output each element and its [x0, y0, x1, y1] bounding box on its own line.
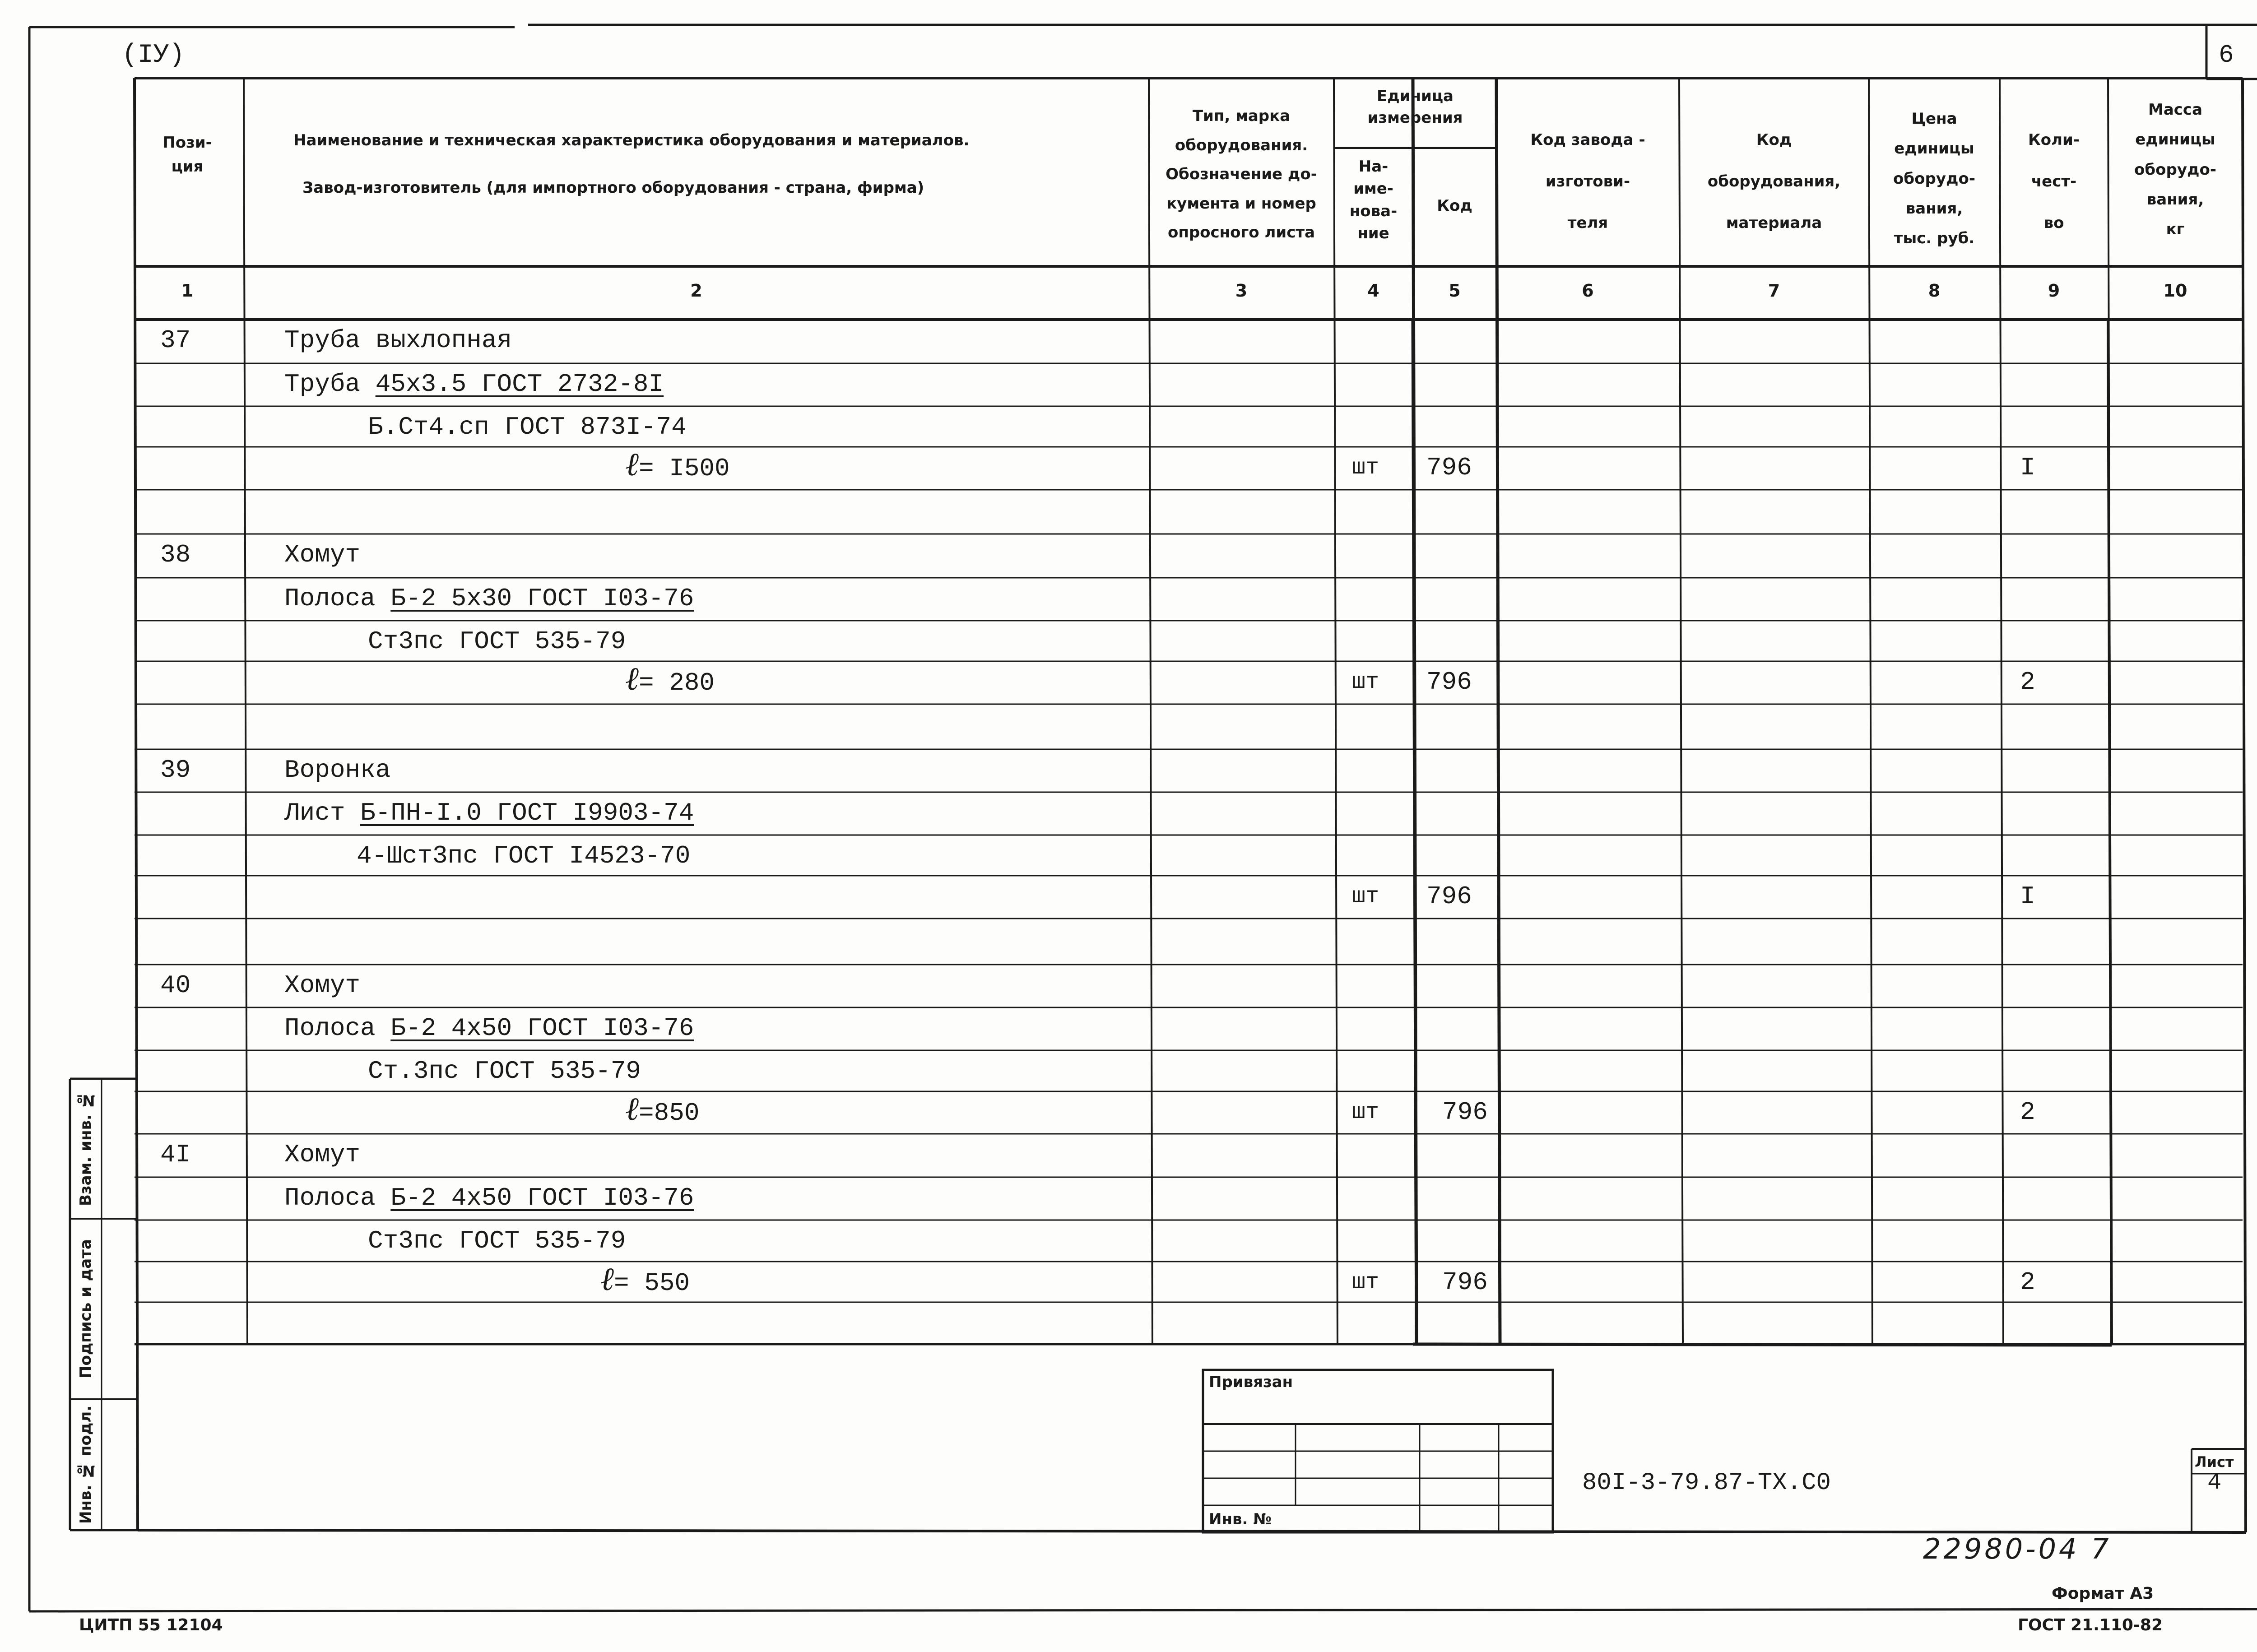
row-material-kind: Полоса	[284, 1014, 391, 1043]
row-material-standard: Б-2 4x50 ГОСТ I03-76	[390, 1014, 694, 1043]
table-row	[135, 661, 2243, 704]
column-number-7: 7	[1768, 281, 1780, 301]
row-unit-name: шт	[1352, 669, 1379, 695]
header-name-line1: Наименование и техническая характеристика оборудования и материалов.	[293, 131, 970, 149]
length-symbol: ℓ	[600, 1260, 614, 1298]
row-material-kind: Труба	[284, 370, 376, 399]
row-quantity: I	[2020, 453, 2035, 482]
row-unit-code: 796	[1442, 1268, 1488, 1297]
row-item-name: Труба выхлопная	[284, 326, 512, 355]
row-material-spec	[284, 584, 694, 613]
row-material-spec	[284, 798, 694, 827]
header-unit-group: Единица измерения	[1367, 87, 1463, 127]
column-number-2: 2	[690, 281, 702, 301]
length-value: = 280	[639, 668, 715, 697]
row-unit-name: шт	[1352, 884, 1379, 910]
row-steel-grade: Б.Ст4.сп ГОСТ 873I-74	[368, 413, 687, 441]
row-material-standard: 45x3.5 ГОСТ 2732-8I	[375, 370, 664, 399]
header-unit-code: Код	[1437, 197, 1472, 215]
handwritten-number: 22980-04 7	[1923, 1532, 2112, 1565]
title-inv-no: Инв. №	[1209, 1510, 1272, 1528]
column-number-5: 5	[1449, 281, 1461, 301]
row-position: 38	[160, 540, 191, 569]
row-item-name: Хомут	[284, 1140, 361, 1169]
title-list-label: Лист	[2195, 1453, 2234, 1471]
length-value: =850	[639, 1099, 700, 1128]
row-unit-name: шт	[1352, 1100, 1379, 1125]
header-quantity: Коли- чест- во	[2028, 131, 2080, 232]
row-material-kind: Лист	[284, 798, 361, 827]
row-item-name: Хомут	[284, 971, 361, 1000]
column-number-10: 10	[2163, 281, 2187, 301]
document-designation: 80I-3-79.87-ТХ.С0	[1582, 1469, 1831, 1497]
header-price: Цена единицы оборудо- вания, тыс. руб.	[1893, 110, 1975, 248]
header-unit-name: На- име- нова- ние	[1349, 158, 1398, 242]
row-steel-grade: Ст.3пс ГОСТ 535-79	[368, 1057, 641, 1086]
side-stamp-vzam: Взам. инв. №	[77, 1091, 95, 1207]
row-length	[600, 1260, 690, 1298]
row-material-spec	[284, 370, 664, 399]
row-material-standard: Б-ПН-I.0 ГОСТ I9903-74	[360, 798, 694, 827]
table-row	[135, 919, 2243, 965]
row-length	[625, 1090, 699, 1128]
table-row	[135, 704, 2243, 749]
side-stamp-inv-podl: Инв. № подл.	[77, 1405, 95, 1524]
length-symbol: ℓ	[625, 659, 639, 697]
row-quantity: I	[2020, 882, 2035, 911]
header-mass: Масса единицы оборудо- вания, кг	[2134, 101, 2216, 239]
length-value: = I500	[639, 454, 730, 483]
row-material-standard: Б-2 4x50 ГОСТ I03-76	[390, 1183, 694, 1212]
format-label: Формат А3	[2052, 1584, 2154, 1603]
row-position: 4I	[160, 1140, 191, 1169]
side-stamp-podpis: Подпись и дата	[77, 1239, 95, 1379]
row-position: 40	[160, 971, 191, 1000]
title-privyazan: Привязан	[1209, 1373, 1293, 1391]
length-symbol: ℓ	[625, 445, 639, 483]
row-quantity: 2	[2020, 668, 2035, 696]
column-number-8: 8	[1928, 281, 1941, 301]
column-number-4: 4	[1367, 281, 1379, 301]
row-length	[625, 659, 715, 698]
corner-mark: (IУ)	[122, 41, 185, 70]
row-steel-grade: Ст3пс ГОСТ 535-79	[368, 1226, 626, 1255]
row-position: 39	[160, 756, 191, 784]
column-number-6: 6	[1582, 281, 1594, 301]
table-row	[135, 1091, 2243, 1134]
column-number-9: 9	[2048, 281, 2060, 301]
row-quantity: 2	[2020, 1098, 2035, 1127]
column-number-1: 1	[181, 281, 194, 301]
row-unit-name: шт	[1352, 455, 1379, 481]
row-unit-name: шт	[1352, 1270, 1379, 1295]
row-material-kind: Полоса	[284, 1183, 391, 1212]
row-item-name: Хомут	[284, 540, 361, 569]
footer-gost: ГОСТ 21.110-82	[2018, 1616, 2163, 1634]
row-steel-grade: 4-Шст3пс ГОСТ I4523-70	[357, 841, 691, 870]
header-name-line2: Завод-изготовитель (для импортного оборудования - страна, фирма)	[302, 179, 924, 197]
title-list-number: 4	[2207, 1469, 2222, 1496]
table-row	[135, 1262, 2243, 1302]
row-material-spec	[284, 1183, 694, 1212]
table-row	[135, 1134, 2243, 1177]
row-length	[625, 445, 730, 483]
table-row	[135, 1302, 2243, 1344]
column-number-3: 3	[1235, 281, 1248, 301]
table-row	[135, 876, 2243, 919]
header-position: Пози- ция	[163, 134, 212, 176]
row-material-spec	[284, 1014, 694, 1043]
table-row	[135, 447, 2243, 490]
table-row	[135, 965, 2243, 1007]
row-quantity: 2	[2020, 1268, 2035, 1297]
row-position: 37	[160, 326, 191, 355]
table-row	[135, 534, 2243, 578]
length-value: = 550	[614, 1269, 690, 1298]
row-material-standard: Б-2 5x30 ГОСТ I03-76	[390, 584, 694, 613]
row-item-name: Воронка	[284, 756, 391, 784]
length-symbol: ℓ	[625, 1090, 639, 1128]
row-unit-code: 796	[1426, 453, 1472, 482]
row-unit-code: 796	[1426, 882, 1472, 911]
row-unit-code: 796	[1426, 668, 1472, 696]
sheet-number: 6	[2219, 41, 2234, 70]
row-material-kind: Полоса	[284, 584, 391, 613]
header-equipment-code: Код оборудования, материала	[1707, 131, 1841, 232]
row-unit-code: 796	[1442, 1098, 1488, 1127]
table-row	[135, 490, 2243, 534]
table-row	[135, 749, 2243, 792]
header-type-mark: Тип, марка оборудования. Обозначение до- кумента и номер опросного листа	[1166, 107, 1317, 242]
row-steel-grade: Ст3пс ГОСТ 535-79	[368, 627, 626, 656]
footer-left-code: ЦИТП 55 12104	[79, 1616, 223, 1634]
header-factory-code: Код завода - изготови- теля	[1530, 131, 1645, 232]
